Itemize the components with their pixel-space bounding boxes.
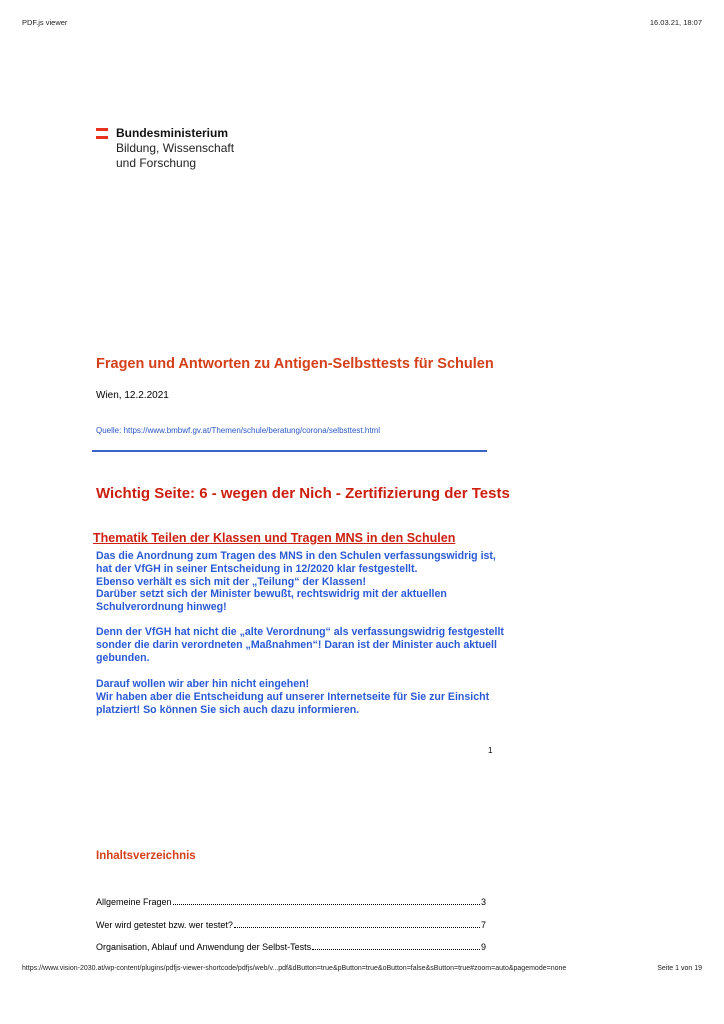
- toc-title: Inhaltsverzeichnis: [96, 850, 196, 862]
- source-link[interactable]: Quelle: https://www.bmbwf.gv.at/Themen/schule/beratung/corona/selbsttest.html: [96, 426, 380, 435]
- notice-heading: Wichtig Seite: 6 - wegen der Nich - Zertifizierung der Tests: [96, 485, 510, 502]
- toc-entry-label: Organisation, Ablauf und Anwendung der Selbst-Tests: [96, 942, 312, 952]
- flag-stripe-icon: [96, 128, 108, 131]
- toc-entry-page: 7: [480, 920, 486, 930]
- toc-entry-page: 3: [480, 897, 486, 907]
- toc-leader-dots: [173, 904, 480, 905]
- notice-paragraph: Das die Anordnung zum Tragen des MNS in den Schulen verfassungswidrig ist, hat der VfGH in seiner Entscheidung in 12/2020 klar festgestellt. Ebenso verhält es sich mit der „Teilung“ der Klassen! Darüber setzt sich der Minister bewußt, rechtswidrig mit der aktuellen Schulverordnung hinweg!: [96, 550, 496, 614]
- notice-paragraph: Darauf wollen wir aber hin nicht eingehen! Wir haben aber die Entscheidung auf unserer Internetseite für Sie zur Einsicht platziert! So können Sie sich auch dazu informieren.: [96, 678, 490, 716]
- toc-leader-dots: [234, 927, 480, 928]
- logo-text: [116, 126, 234, 171]
- print-header-title: PDF.js viewer: [22, 18, 68, 27]
- notice-paragraph: Denn der VfGH hat nicht die „alte Verordnung“ als verfassungswidrig festgestellt sonder die darin verordneten „Maßnahmen“! Daran ist der Minister auch aktuell gebunden.: [96, 626, 504, 664]
- toc-entry[interactable]: [96, 920, 486, 930]
- logo-line-1: Bundesministerium: [116, 126, 229, 140]
- page-number: 1: [488, 746, 493, 755]
- toc-entry[interactable]: [96, 897, 486, 907]
- logo-line-2: Bildung, Wissenschaft: [116, 141, 235, 155]
- print-footer-page-indicator: Seite 1 von 19: [657, 965, 702, 972]
- print-footer-url: https://www.vision-2030.at/wp-content/plugins/pdfjs-viewer-shortcode/pdfjs/web/v...pdf&dButton=true&pButton=true&oButton=false&sButton=true#zoom=auto&pagemode=none: [22, 965, 567, 972]
- document-date: Wien, 12.2.2021: [96, 390, 169, 401]
- toc-leader-dots: [312, 949, 480, 950]
- notice-subheading: Thematik Teilen der Klassen und Tragen MNS in den Schulen: [93, 531, 456, 545]
- document-title: Fragen und Antworten zu Antigen-Selbsttests für Schulen: [96, 356, 494, 372]
- toc-entry-label: Allgemeine Fragen: [96, 897, 172, 907]
- logo-line-3: und Forschung: [116, 156, 197, 170]
- toc-entry-label: Wer wird getestet bzw. wer testet?: [96, 920, 233, 930]
- toc-entry[interactable]: [96, 942, 486, 952]
- flag-stripe-icon: [96, 136, 108, 139]
- toc-entry-page: 9: [480, 942, 486, 952]
- print-header-datetime: 16.03.21, 18:07: [649, 18, 702, 27]
- divider: [92, 450, 487, 452]
